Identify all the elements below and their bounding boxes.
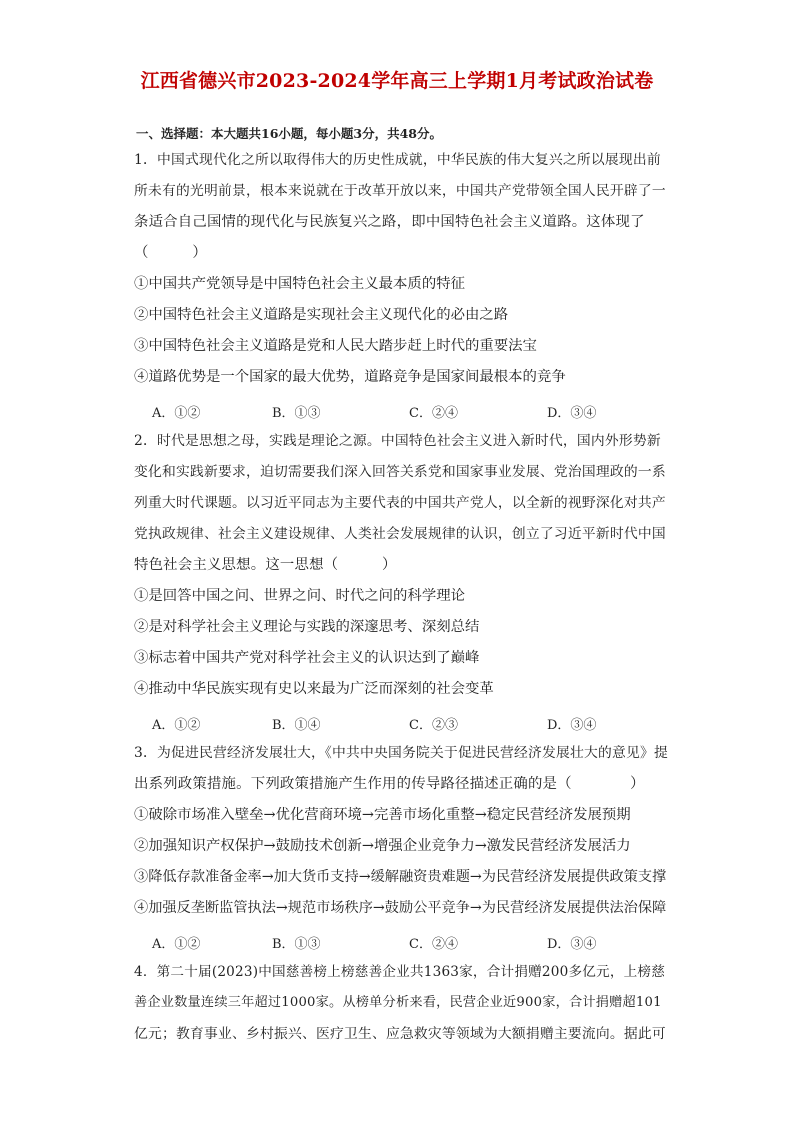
question-2-options [152, 714, 612, 732]
option-a[interactable]: A．①② [152, 937, 201, 952]
question-3-item-1: ①破除市场准入壁垒→优化营商环境→完善市场化重整→稳定民营经济发展预期 [134, 807, 631, 823]
question-4-line-3: 亿元；教育事业、乡村振兴、医疗卫生、应急救灾等领域为大额捐赠主要流向。据此可 [134, 1026, 666, 1042]
option-a[interactable]: A．①② [152, 406, 201, 421]
option-d[interactable]: D．③④ [547, 937, 597, 952]
question-1-line-3: 条适合自己国情的现代化与民族复兴之路，即中国特色社会主义道路。这体现了 [134, 214, 645, 230]
question-1-options [152, 402, 612, 420]
question-3-item-3: ③降低存款准备金率→加大货币支持→缓解融资贵难题→为民营经济发展提供政策支撑 [134, 869, 667, 885]
question-1-item-2: ②中国特色社会主义道路是实现社会主义现代化的必由之路 [134, 307, 509, 323]
question-2-item-4: ④推动中华民族实现有史以来最为广泛而深刻的社会变革 [134, 681, 494, 697]
question-4-line-1: 4．第二十届(2023)中国慈善榜上榜慈善企业共1363家，合计捐赠200多亿元，上榜慈 [134, 964, 666, 980]
question-2-line-3: 列重大时代课题。以习近平同志为主要代表的中国共产党人，以全新的视野深化对共产 [134, 495, 666, 511]
question-3-options [152, 933, 612, 951]
section-heading: 一、选择题：本大题共16小题，每小题3分，共48分。 [136, 126, 442, 141]
question-3-line-1: 3．为促进民营经济发展壮大，《中共中央国务院关于促进民营经济发展壮大的意见》提 [134, 745, 668, 761]
question-3-item-2: ②加强知识产权保护→鼓励技术创新→增强企业竞争力→激发民营经济发展活力 [134, 838, 631, 854]
question-2-item-2: ②是对科学社会主义理论与实践的深邃思考、深刻总结 [134, 619, 480, 635]
option-d[interactable]: D．③④ [547, 718, 597, 733]
option-b[interactable]: B．①③ [272, 406, 321, 421]
page-title: 江西省德兴市2023-2024学年高三上学期1月考试政治试卷 [140, 70, 654, 92]
option-c[interactable]: C．②③ [409, 718, 458, 733]
option-d[interactable]: D．③④ [547, 406, 597, 421]
question-1-item-1: ①中国共产党领导是中国特色社会主义最本质的特征 [134, 276, 465, 292]
question-2-line-5: 特色社会主义思想。这一思想（ ） [134, 557, 397, 573]
question-2-item-1: ①是回答中国之问、世界之问、时代之问的科学理论 [134, 588, 465, 604]
option-b[interactable]: B．①④ [272, 718, 321, 733]
question-1-item-3: ③中国特色社会主义道路是党和人民大踏步赶上时代的重要法宝 [134, 338, 537, 354]
question-4-line-2: 善企业数量连续三年超过1000家。从榜单分析来看，民营企业近900家，合计捐赠超101 [134, 995, 662, 1010]
question-1-line-4: （ ） [134, 245, 207, 261]
question-2-line-2: 变化和实践新要求，迫切需要我们深入回答关系党和国家事业发展、党治国理政的一系 [134, 464, 666, 480]
question-1-line-1: 1．中国式现代化之所以取得伟大的历史性成就，中华民族的伟大复兴之所以展现出前 [134, 152, 661, 168]
option-c[interactable]: C．②④ [409, 937, 458, 952]
option-a[interactable]: A．①② [152, 718, 201, 733]
question-2-line-1: 2．时代是思想之母，实践是理论之源。中国特色社会主义进入新时代，国内外形势新 [134, 433, 661, 449]
question-3-item-4: ④加强反垄断监管执法→规范市场秩序→鼓励公平竞争→为民营经济发展提供法治保障 [134, 900, 667, 916]
question-1-line-2: 所未有的光明前景，根本来说就在于改革开放以来，中国共产党带领全国人民开辟了一 [134, 183, 666, 199]
question-1-item-4: ④道路优势是一个国家的最大优势，道路竞争是国家间最根本的竞争 [134, 369, 566, 385]
option-c[interactable]: C．②④ [409, 406, 458, 421]
option-b[interactable]: B．①③ [272, 937, 321, 952]
question-2-line-4: 党执政规律、社会主义建设规律、人类社会发展规律的认识，创立了习近平新时代中国 [134, 526, 666, 542]
question-2-item-3: ③标志着中国共产党对科学社会主义的认识达到了巅峰 [134, 650, 480, 666]
question-3-line-2: 出系列政策措施。下列政策措施产生作用的传导路径描述正确的是（ ） [134, 776, 645, 792]
